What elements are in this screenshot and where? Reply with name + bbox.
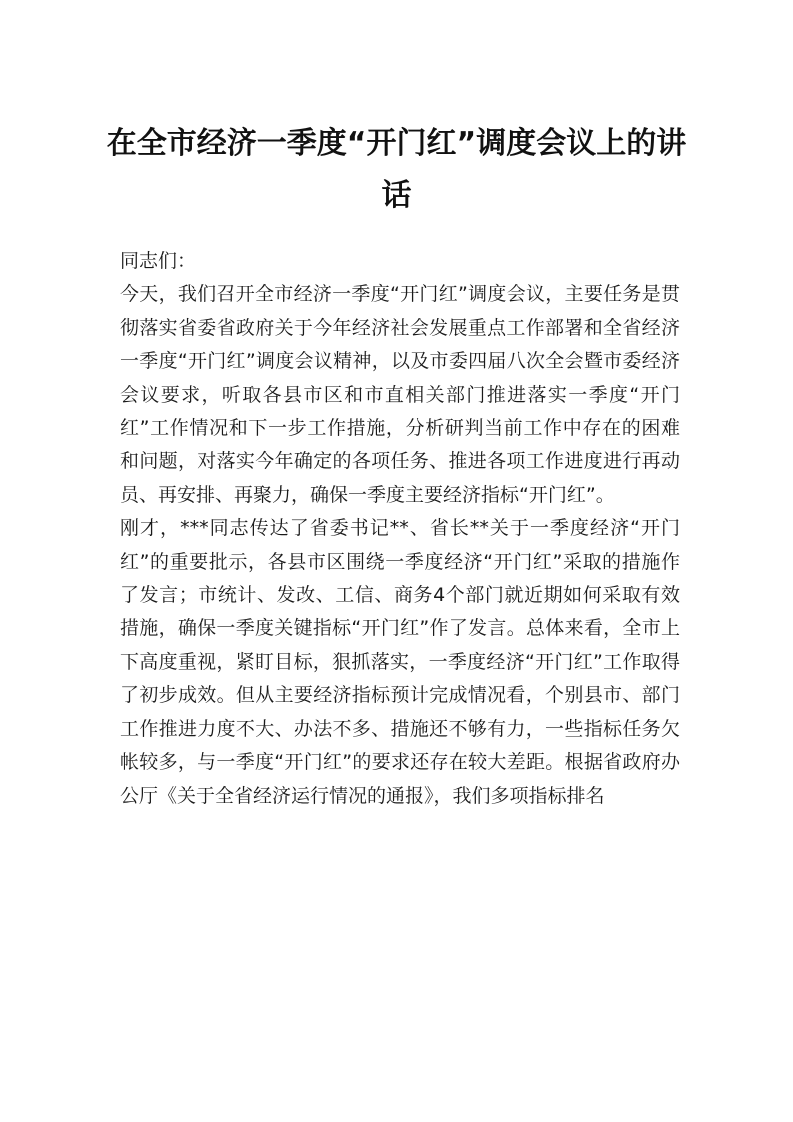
- paragraph-2: 刚才，***同志传达了省委书记**、省长**关于一季度经济“开门红”的重要批示，各县市区围绕一季度经济“开门红”采取的措施作了发言；市统计、发改、工信、商务4个部门就近期如何采取有效措施，确保一季度关键指标“开门红”作了发言。总体来看，全市上下高度重视，紧盯目标，狠抓落实，一季度经济“开门红”工作取得了初步成效。但从主要经济指标预计完成情况看，个别县市、部门工作推进力度不大、办法不多、措施还不够有力，一些指标任务欠帐较多，与一季度“开门红”的要求还存在较大差距。根据省政府办公厅《关于全省经济运行情况的通报》，我们多项指标排名: [120, 517, 680, 807]
- salutation: 同志们：: [120, 250, 197, 272]
- document-title: 在全市经济一季度“开门红”调度会议上的讲话: [106, 126, 687, 213]
- paragraph-1: 今天，我们召开全市经济一季度“开门红”调度会议，主要任务是贯彻落实省委省政府关于今年经济社会发展重点工作部署和全省经济一季度“开门红”调度会议精神，以及市委四届八次全会暨市委经济会议要求，听取各县市区和市直相关部门推进落实一季度“开门红”工作情况和下一步工作措施，分析研判当前工作中存在的困难和问题，对落实今年确定的各项任务、推进各项工作进度进行再动员、再安排、再聚力，确保一季度主要经济指标“开门红”。: [120, 283, 680, 506]
- document-body: [120, 245, 680, 813]
